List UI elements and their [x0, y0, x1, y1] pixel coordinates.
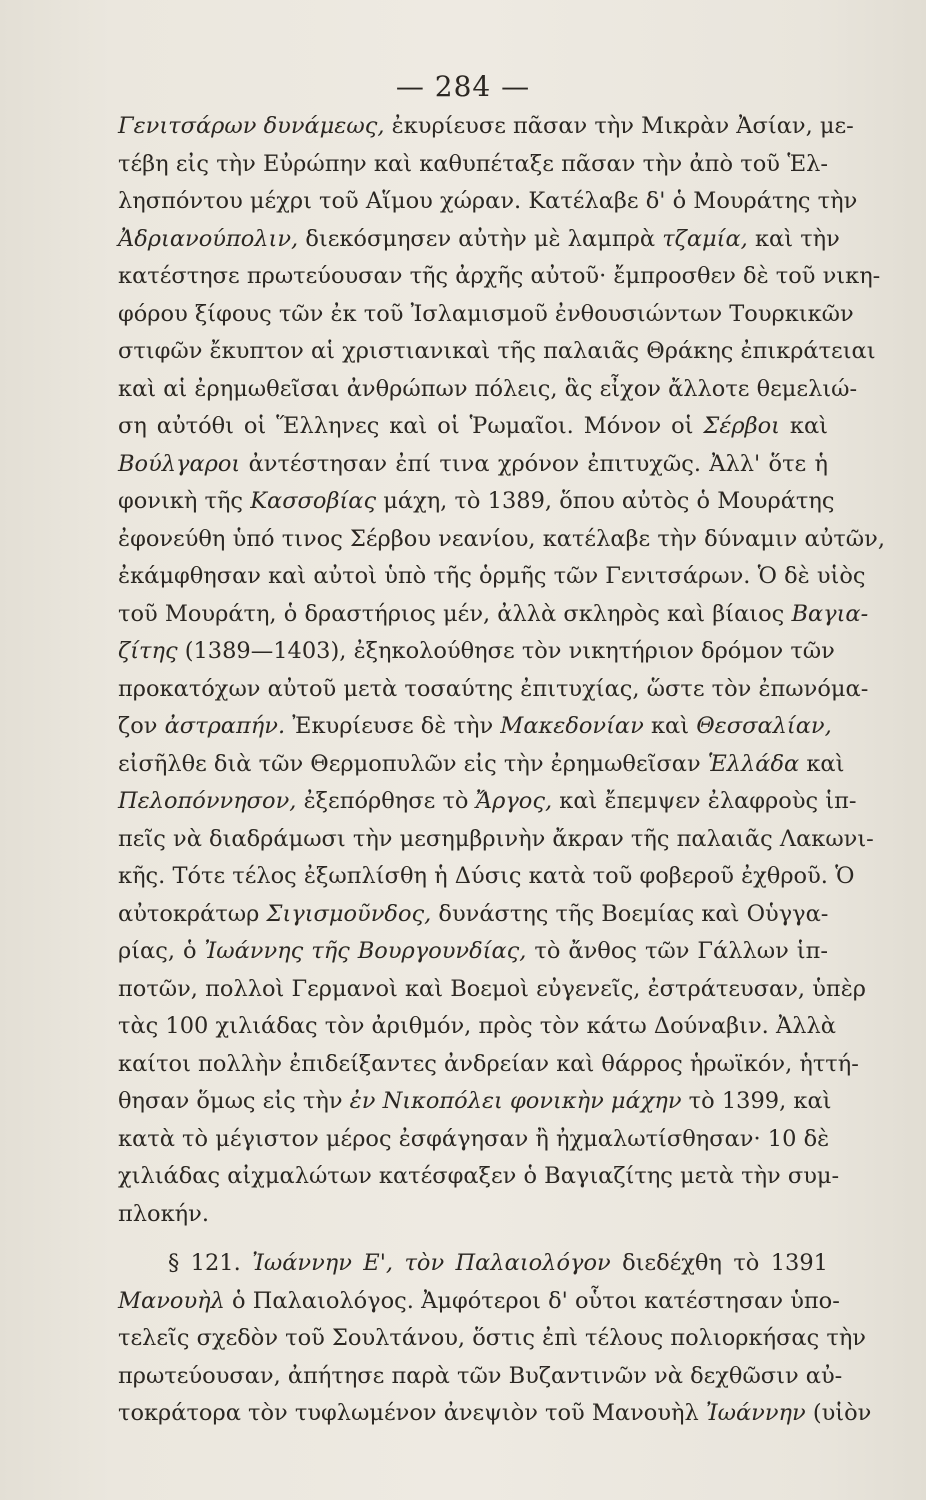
text-run: ὁ Παλαιολόγος. Ἀμφότεροι δ' οὗτοι κατέστησαν ὑπο- — [224, 1287, 840, 1314]
text-line — [118, 1196, 828, 1234]
text-line — [118, 821, 874, 859]
text-run: ἐξεπόρθησε τὸ — [296, 788, 476, 814]
italic-text: Ἀδριανούπολιν, — [118, 225, 299, 252]
text-run: ποτῶν, πολλοὶ Γερμανοὶ καὶ Βοεμοὶ εὐγενεῖς, ἐστράτευσαν, ὑπὲρ — [118, 975, 866, 1002]
text-run: ἀντέστησαν ἐπί τινα χρόνον ἐπιτυχῶς. Ἀλλ' ὅτε ἡ — [240, 450, 828, 477]
text-line — [118, 108, 854, 146]
italic-text: Κασσοβίας — [250, 488, 377, 514]
italic-text: ζίτης — [118, 638, 178, 664]
italic-text: Μανουὴλ — [118, 1287, 225, 1314]
italic-text: Μακεδονίαν — [500, 713, 644, 739]
text-run: ἐκάμφθησαν καὶ αὐτοὶ ὑπὸ τῆς ὁρμῆς τῶν Γενιτσάρων. Ὁ δὲ υἱὸς — [118, 563, 866, 589]
text-line — [118, 1158, 840, 1196]
text-line — [118, 896, 828, 934]
text-run: δυνάστης τῆς Βοεμίας καὶ Οὑγγα- — [431, 900, 829, 927]
text-line — [118, 333, 876, 371]
text-line — [118, 1283, 840, 1321]
body-text — [118, 108, 885, 1433]
text-line — [118, 783, 857, 821]
text-line — [118, 371, 858, 409]
italic-text: ἐν Νικοπόλει φονικὴν μάχην — [349, 1088, 682, 1114]
text-run: ρίας, ὁ — [118, 938, 205, 964]
text-run: πρωτεύουσαν, ἀπήτησε παρὰ τῶν Βυζαντινῶν νὰ δεχθῶσιν αὐ- — [118, 1362, 843, 1389]
text-line — [118, 146, 828, 184]
italic-text: ἀστραπήν. — [164, 713, 286, 739]
text-run: § 121. — [168, 1250, 253, 1276]
text-run: κατέστησε πρωτεύουσαν τῆς ἀρχῆς αὐτοῦ· ἔμπροσθεν δὲ τοῦ νικη- — [118, 263, 881, 289]
text-run — [393, 1250, 404, 1276]
text-line — [118, 746, 845, 784]
italic-text: τζαμία, — [662, 225, 748, 252]
italic-text: Σέρβοι — [703, 413, 780, 439]
text-line — [118, 558, 866, 596]
italic-text: Γενιτσάρων δυνάμεως, — [118, 113, 385, 139]
text-run: καὶ τὴν — [747, 225, 840, 252]
text-run: στιφῶν ἔκυπτον αἱ χριστιανικαὶ τῆς παλαιᾶς Θράκης ἐπικράτειαι — [118, 338, 876, 364]
italic-text: Ἰωάννην Ε', — [252, 1250, 394, 1276]
italic-text: Βούλγαροι — [118, 450, 241, 477]
text-run: μάχη, τὸ 1389, ὅπου αὐτὸς ὁ Μουράτης — [376, 488, 835, 514]
text-line — [118, 971, 866, 1009]
text-run: καὶ ἔπεμψεν ἐλαφροὺς ἱπ- — [552, 788, 857, 814]
text-line — [118, 296, 854, 334]
text-line — [118, 1320, 866, 1358]
text-line — [118, 446, 828, 484]
text-run: τὸ ἄνθος τῶν Γάλλων ἱπ- — [526, 938, 828, 964]
italic-text: Ἄργος, — [475, 788, 553, 814]
text-line — [118, 183, 858, 221]
text-line — [118, 521, 885, 559]
page-number: — 284 — — [395, 70, 531, 103]
text-run: κατὰ τὸ μέγιστον μέρος ἐσφάγησαν ἢ ἠχμαλωτίσθησαν· 10 δὲ — [118, 1125, 830, 1152]
text-line — [118, 708, 832, 746]
text-run: ζον — [118, 713, 165, 739]
text-line — [118, 408, 828, 446]
text-run: τοῦ Μουράτη, ὁ δραστήριος μέν, ἀλλὰ σκληρὸς καὶ βίαιος — [118, 600, 792, 627]
italic-text: Ἰωάννην — [705, 1400, 806, 1426]
text-line — [118, 671, 869, 709]
text-run: φόρου ξίφους τῶν ἐκ τοῦ Ἰσλαμισμοῦ ἐνθουσιώντων Τουρκικῶν — [118, 300, 854, 327]
text-line — [118, 633, 835, 671]
text-line — [118, 1395, 872, 1433]
text-run: καίτοι πολλὴν ἐπιδείξαντες ἀνδρείαν καὶ θάρρος ἡρωϊκόν, ἡττή- — [118, 1050, 859, 1077]
text-run: κῆς. Τότε τέλος ἐξωπλίσθη ἡ Δύσις κατὰ τοῦ φοβεροῦ ἐχθροῦ. Ὁ — [118, 863, 855, 889]
text-line — [118, 858, 855, 896]
text-line — [118, 483, 835, 521]
text-line — [118, 596, 869, 634]
italic-text: Βαγια- — [791, 600, 869, 627]
text-run: πεῖς νὰ διαδράμωσι τὴν μεσημβρινὴν ἄκραν τῆς παλαιᾶς Λακωνι- — [118, 825, 874, 852]
text-run: (υἱὸν — [805, 1400, 872, 1426]
italic-text: Σιγισμοῦνδος, — [266, 900, 432, 927]
text-run: λησπόντου μέχρι τοῦ Αἵμου χώραν. Κατέλαβε δ' ὁ Μουράτης τὴν — [118, 188, 858, 214]
italic-text: τὸν Παλαιολόγον — [404, 1250, 611, 1276]
text-run: καὶ — [643, 713, 697, 739]
text-line — [118, 258, 881, 296]
text-line — [118, 221, 840, 259]
text-run: τὰς 100 χιλιάδας τὸν ἀριθμόν, πρὸς τὸν κάτω Δούναβιν. Ἀλλὰ — [118, 1013, 836, 1039]
text-run: τὸ 1399, καὶ — [681, 1088, 832, 1114]
text-run: εἰσῆλθε διὰ τῶν Θερμοπυλῶν εἰς τὴν ἐρημωθεῖσαν — [118, 750, 708, 777]
italic-text: Ἑλλάδα — [707, 750, 800, 777]
text-line — [118, 1083, 832, 1121]
text-run: τέβη εἰς τὴν Εὐρώπην καὶ καθυπέταξε πᾶσαν τὴν ἀπὸ τοῦ Ἑλ- — [118, 150, 828, 177]
text-line — [118, 1245, 828, 1283]
text-run: θησαν ὅμως εἰς τὴν — [118, 1088, 350, 1114]
text-run: καὶ — [780, 413, 828, 439]
text-run: αὐτοκράτωρ — [118, 900, 267, 927]
text-line — [118, 933, 828, 971]
text-line — [118, 1008, 836, 1046]
text-run: διεκόσμησεν αὐτὴν μὲ λαμπρὰ — [298, 225, 663, 252]
text-run: τοκράτορα τὸν τυφλωμένον ἀνεψιὸν τοῦ Μανουὴλ — [118, 1400, 706, 1426]
italic-text: Πελοπόννησον, — [118, 788, 297, 814]
text-run: ἐφονεύθη ὑπό τινος Σέρβου νεανίου, κατέλαβε τὴν δύναμιν αὐτῶν, — [118, 525, 885, 552]
text-run: καὶ αἱ ἐρημωθεῖσαι ἀνθρώπων πόλεις, ἃς εἶχον ἄλλοτε θεμελιώ- — [118, 375, 858, 402]
text-line — [118, 1046, 859, 1084]
text-line — [118, 1358, 843, 1396]
italic-text: Ἰωάννης τῆς Βουργουνδίας, — [204, 938, 527, 964]
text-run: πλοκήν. — [118, 1200, 209, 1227]
text-run: προκατόχων αὐτοῦ μετὰ τοσαύτης ἐπιτυχίας, ὥστε τὸν ἐπωνόμα- — [118, 675, 869, 702]
text-run: διεδέχθη τὸ 1391 — [610, 1250, 828, 1276]
text-run: ση αὐτόθι οἱ Ἕλληνες καὶ οἱ Ῥωμαῖοι. Μόνον οἱ — [118, 413, 704, 439]
text-run: φονικὴ τῆς — [118, 488, 251, 514]
text-run: καὶ — [799, 750, 845, 777]
text-run: ἐκυρίευσε πᾶσαν τὴν Μικρὰν Ἀσίαν, με- — [384, 113, 854, 139]
text-line — [118, 1121, 828, 1159]
text-run: Ἐκυρίευσε δὲ τὴν — [285, 713, 501, 739]
text-run: (1389—1403), ἐξηκολούθησε τὸν νικητήριον δρόμον τῶν — [177, 638, 835, 664]
italic-text: Θεσσαλίαν, — [696, 713, 832, 739]
text-run: χιλιάδας αἰχμαλώτων κατέσφαξεν ὁ Βαγιαζίτης μετὰ τὴν συμ- — [118, 1163, 840, 1189]
text-run: τελεῖς σχεδὸν τοῦ Σουλτάνου, ὅστις ἐπὶ τέλους πολιορκήσας τὴν — [118, 1325, 866, 1351]
